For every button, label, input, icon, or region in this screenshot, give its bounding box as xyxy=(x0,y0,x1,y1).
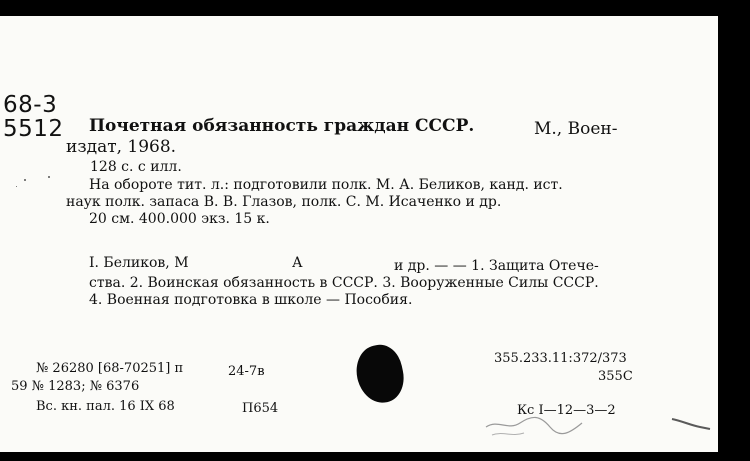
speck xyxy=(24,179,26,181)
note-line-2: наук полк. запаса В. В. Глазов, полк. С. М. Исаченко и др. xyxy=(66,194,502,210)
imprint-city: М., Воен- xyxy=(534,119,618,139)
tracing-line-1b: А xyxy=(292,255,303,271)
tracing-line-1a: I. Беликов, М xyxy=(89,255,189,271)
shelfmark-top: 68-3 xyxy=(3,92,58,118)
footer-left-1b: 24-7в xyxy=(228,364,265,379)
format-line: 20 см. 400.000 экз. 15 к. xyxy=(89,211,270,227)
footer-left-3a: Вс. кн. пал. 16 IX 68 xyxy=(36,399,175,414)
pages-line: 128 с. с илл. xyxy=(90,159,182,175)
footer-left-3b: П654 xyxy=(242,401,279,416)
footer-left-2: 59 № 1283; № 6376 xyxy=(11,379,140,394)
speck xyxy=(16,186,17,187)
tracing-line-2: ства. 2. Воинская обязанность в СССР. 3. Вооруженные Силы СССР. xyxy=(89,275,599,291)
imprint-cont: издат, 1968. xyxy=(66,137,177,157)
tracing-line-3: 4. Военная подготовка в школе — Пособия. xyxy=(89,292,413,308)
note-line-1: На обороте тит. л.: подготовили полк. М. А. Беликов, канд. ист. xyxy=(89,177,563,193)
title-main: Почетная обязанность граждан СССР. xyxy=(89,116,475,136)
shelfmark-bottom: 5512 xyxy=(3,116,64,142)
speck xyxy=(48,176,50,178)
footer-left-1a: № 26280 [68-70251] п xyxy=(36,361,184,376)
footer-right-1: 355.233.11:372/373 xyxy=(494,351,627,366)
scan-border-right xyxy=(718,0,750,461)
pencil-scribble xyxy=(478,401,718,441)
tracing-line-1c: и др. — — 1. Защита Отече- xyxy=(394,258,599,274)
footer-right-3: Кс I—12—3—2 xyxy=(517,403,616,418)
footer-right-2: 355С xyxy=(598,369,633,384)
